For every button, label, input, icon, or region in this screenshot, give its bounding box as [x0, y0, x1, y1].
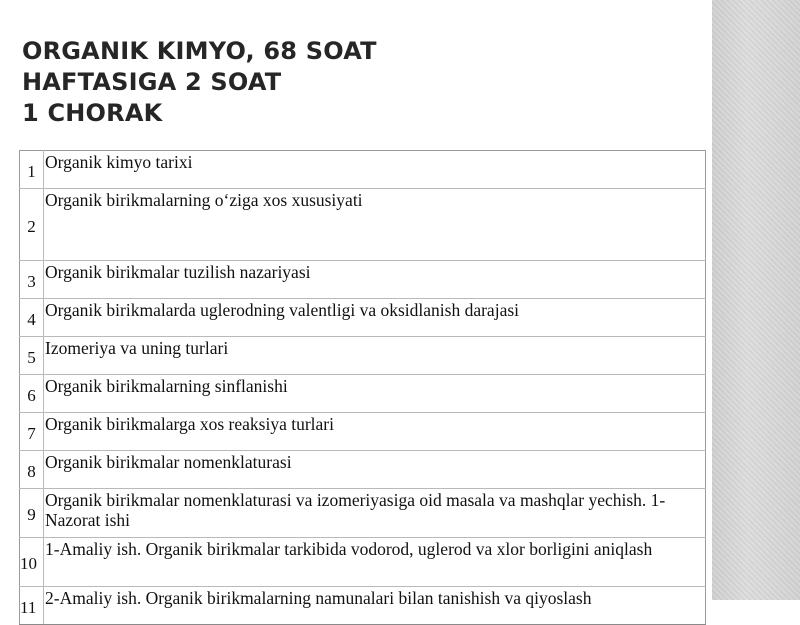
row-topic: Organik birikmalar nomenklaturasi va izomeriyasiga oid masala va mashqlar yechish. 1-Nazorat ishi [44, 489, 706, 538]
title-line-3: 1 CHORAK [22, 99, 163, 127]
row-number: 11 [20, 587, 44, 625]
row-topic: Organik birikmalarning sinflanishi [44, 375, 706, 413]
row-topic: Izomeriya va uning turlari [44, 337, 706, 375]
table-row [20, 151, 706, 189]
table-row [20, 587, 706, 625]
table-row [20, 489, 706, 538]
table-row [20, 299, 706, 337]
table-row [20, 451, 706, 489]
row-number: 6 [20, 375, 44, 413]
table-row [20, 337, 706, 375]
row-topic: 1-Amaliy ish. Organik birikmalar tarkibida vodorod, uglerod va xlor borligini aniqlash [44, 538, 706, 587]
row-number: 2 [20, 189, 44, 261]
table-row [20, 538, 706, 587]
title-line-2: HAFTASIGA 2 SOAT [22, 68, 282, 96]
row-topic: Organik birikmalar nomenklaturasi [44, 451, 706, 489]
table-row [20, 413, 706, 451]
table-row [20, 261, 706, 299]
table-row [20, 189, 706, 261]
row-number: 8 [20, 451, 44, 489]
row-number: 3 [20, 261, 44, 299]
row-topic: Organik birikmalarga xos reaksiya turlari [44, 413, 706, 451]
title-line-1: ORGANIK KIMYO, 68 SOAT [22, 37, 377, 65]
row-topic: 2-Amaliy ish. Organik birikmalarning namunalari bilan tanishish va qiyoslash [44, 587, 706, 625]
row-topic: Organik birikmalar tuzilish nazariyasi [44, 261, 706, 299]
row-topic: Organik birikmalarning o‘ziga xos xususiyati [44, 189, 706, 261]
side-decor-panel [712, 0, 800, 600]
table-row [20, 375, 706, 413]
row-number: 4 [20, 299, 44, 337]
row-number: 1 [20, 151, 44, 189]
row-number: 7 [20, 413, 44, 451]
lesson-plan-table [19, 150, 706, 625]
row-number: 9 [20, 489, 44, 538]
row-number: 5 [20, 337, 44, 375]
row-topic: Organik kimyo tarixi [44, 151, 706, 189]
row-topic: Organik birikmalarda uglerodning valentligi va oksidlanish darajasi [44, 299, 706, 337]
row-number: 10 [20, 538, 44, 587]
slide-title [22, 36, 682, 129]
